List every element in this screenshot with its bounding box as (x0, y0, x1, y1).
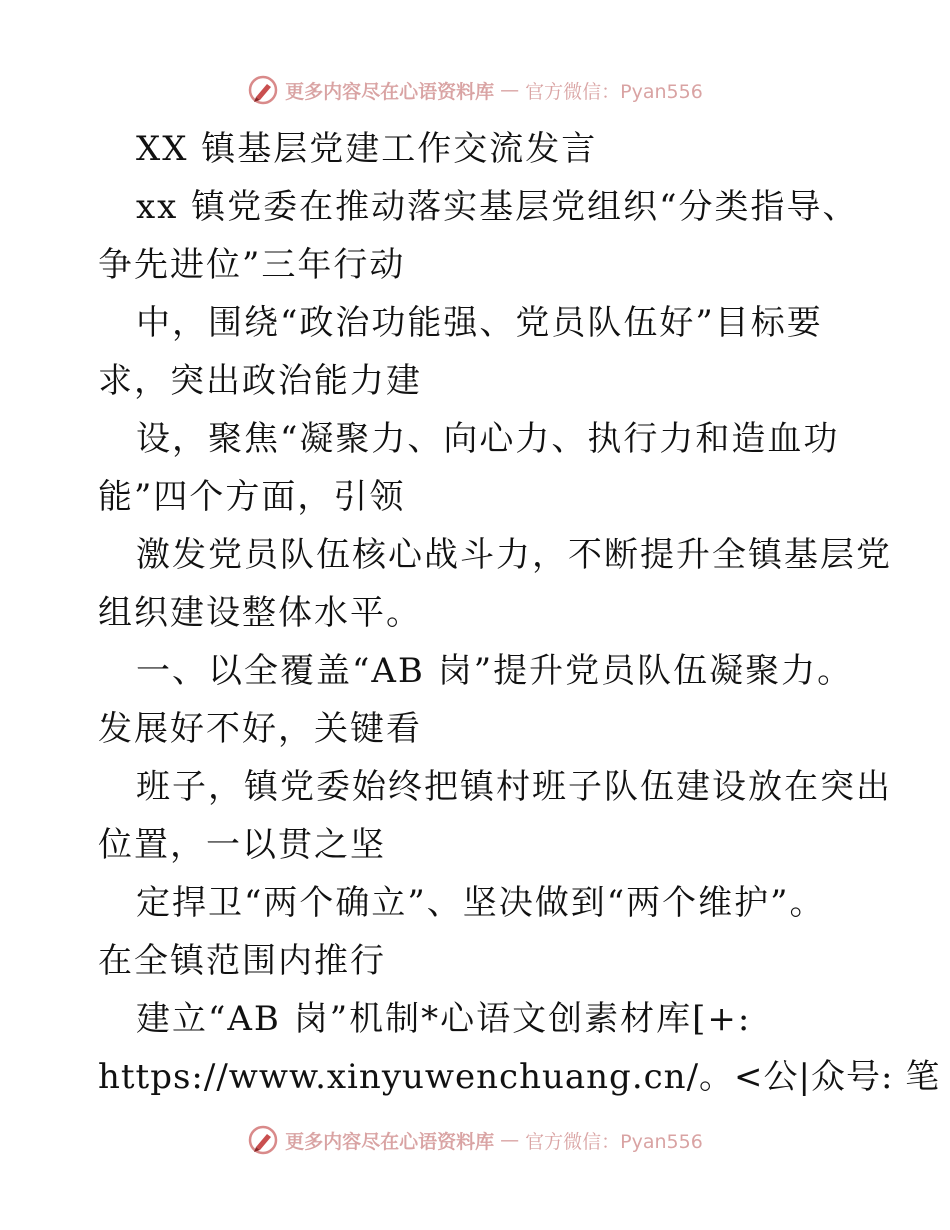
paragraph-line: 争先进位”三年行动 (98, 245, 406, 285)
pen-logo-icon (247, 1124, 279, 1156)
watermark-text: 更多内容尽在心语资料库 (285, 1130, 495, 1153)
watermark-suffix: 官方微信：Pyan556 (525, 80, 703, 103)
watermark-suffix: 官方微信：Pyan556 (525, 1130, 703, 1153)
paragraph-line: 建立“AB 岗”机制*心语文创素材库[+: (136, 999, 752, 1039)
watermark-text: 更多内容尽在心语资料库 (285, 80, 495, 103)
pen-logo-icon (247, 74, 279, 106)
paragraph-line: 能”四个方面，引领 (98, 477, 406, 517)
paragraph-line: 求，突出政治能力建 (98, 361, 422, 401)
paragraph-line: 中，围绕“政治功能强、党员队伍好”目标要 (136, 303, 823, 343)
watermark-banner-top (0, 70, 950, 110)
paragraph-line: https://www.xinyuwenchuang.cn/。<公|众号: 笔 (98, 1057, 941, 1097)
paragraph-line: 位置，一以贯之坚 (98, 825, 386, 865)
watermark-banner-bottom (0, 1120, 950, 1160)
paragraph-line: 定捍卫“两个确立”、坚决做到“两个维护”。 (136, 883, 826, 923)
paragraph-line: 激发党员队伍核心战斗力，不断提升全镇基层党 (136, 535, 892, 575)
paragraph-line: 组织建设整体水平。 (98, 593, 422, 633)
paragraph-line: 在全镇范围内推行 (98, 941, 386, 981)
watermark-dash: — (500, 1129, 520, 1151)
paragraph-line: 设，聚焦“凝聚力、向心力、执行力和造血功 (136, 419, 840, 459)
section-heading-line: 一、以全覆盖“AB 岗”提升党员队伍凝聚力。 (136, 651, 854, 691)
paragraph-line: xx 镇党委在推动落实基层党组织“分类指导、 (136, 187, 859, 227)
document-title: XX 镇基层党建工作交流发言 (136, 129, 598, 169)
paragraph-line: 班子，镇党委始终把镇村班子队伍建设放在突出 (136, 767, 892, 807)
watermark-dash: — (500, 79, 520, 101)
paragraph-line: 发展好不好，关键看 (98, 709, 422, 749)
